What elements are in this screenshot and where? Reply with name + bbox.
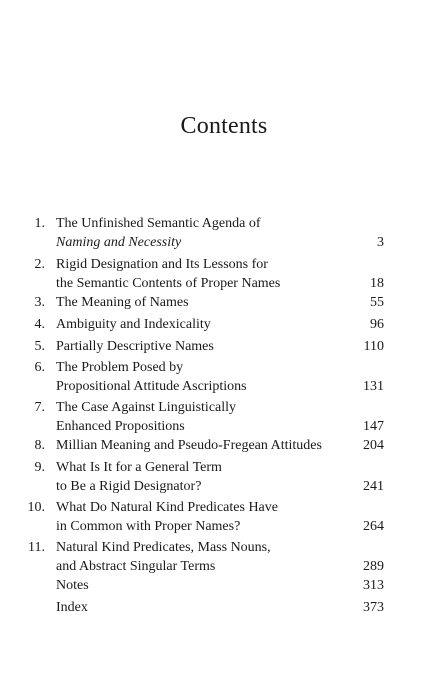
toc-entry-title-line1: The Case Against Linguistically bbox=[56, 400, 237, 415]
toc-entry-5 bbox=[0, 337, 448, 356]
toc-entry-number: 1. bbox=[34, 216, 45, 231]
toc-entry-title-line1: What Is It for a General Term bbox=[56, 460, 222, 475]
toc-entry-page: 313 bbox=[363, 578, 384, 593]
toc-entry-10 bbox=[0, 498, 448, 536]
toc-entry-3 bbox=[0, 293, 448, 312]
toc-entry-number: 2. bbox=[34, 257, 45, 272]
toc-entry-title-line1: What Do Natural Kind Predicates Have bbox=[56, 500, 278, 515]
toc-entry-number: 8. bbox=[34, 438, 45, 453]
toc-entry-number: 7. bbox=[34, 400, 45, 415]
toc-entry-index bbox=[0, 598, 448, 617]
toc-entry-9 bbox=[0, 458, 448, 496]
toc-entry-title-line1: The Problem Posed by bbox=[56, 360, 184, 375]
toc-entry-title: Index bbox=[56, 600, 88, 615]
toc-entry-title: Millian Meaning and Pseudo-Fregean Attitudes bbox=[56, 438, 322, 453]
toc-entry-title: Partially Descriptive Names bbox=[56, 339, 214, 354]
toc-entry-page: 373 bbox=[363, 600, 384, 615]
toc-entry-page: 131 bbox=[363, 379, 384, 394]
toc-entry-6 bbox=[0, 358, 448, 396]
toc-entry-title-line2: Propositional Attitude Ascriptions bbox=[56, 379, 247, 394]
toc-entry-page: 110 bbox=[363, 339, 384, 354]
toc-entry-number: 3. bbox=[34, 295, 45, 310]
toc-entry-page: 3 bbox=[377, 235, 384, 250]
toc-entry-1 bbox=[0, 214, 448, 252]
toc-entry-number: 4. bbox=[34, 317, 45, 332]
toc-entry-title-line2: Naming and Necessity bbox=[56, 235, 182, 250]
toc-entry-title-line2: and Abstract Singular Terms bbox=[56, 559, 216, 574]
toc-entry-title: Ambiguity and Indexicality bbox=[56, 317, 211, 332]
toc-entry-8 bbox=[0, 436, 448, 455]
toc-entry-4 bbox=[0, 315, 448, 334]
toc-entry-number: 11. bbox=[28, 540, 45, 555]
toc-entry-notes bbox=[0, 576, 448, 595]
page-title: Contents bbox=[180, 113, 268, 139]
toc-entry-7 bbox=[0, 398, 448, 436]
toc-entry-title-line2: Enhanced Propositions bbox=[56, 419, 185, 434]
toc-entry-title: The Meaning of Names bbox=[56, 295, 189, 310]
toc-entry-number: 9. bbox=[34, 460, 45, 475]
toc-entry-2 bbox=[0, 255, 448, 293]
toc-entry-page: 204 bbox=[363, 438, 384, 453]
toc-entry-title-line1: Rigid Designation and Its Lessons for bbox=[56, 257, 268, 272]
toc-entry-page: 147 bbox=[363, 419, 384, 434]
toc-entry-11 bbox=[0, 538, 448, 576]
toc-entry-number: 10. bbox=[27, 500, 45, 515]
toc-entry-title-line2: to Be a Rigid Designator? bbox=[56, 479, 202, 494]
toc-entry-page: 289 bbox=[363, 559, 384, 574]
toc-entry-page: 241 bbox=[363, 479, 384, 494]
toc-entry-title: Notes bbox=[56, 578, 89, 593]
toc-entry-page: 96 bbox=[370, 317, 384, 332]
toc-entry-title-line2: the Semantic Contents of Proper Names bbox=[56, 276, 281, 291]
toc-entry-title-line1: Natural Kind Predicates, Mass Nouns, bbox=[56, 540, 271, 555]
toc-entry-page: 18 bbox=[370, 276, 384, 291]
toc-entry-title-line2: in Common with Proper Names? bbox=[56, 519, 241, 534]
toc-entry-page: 264 bbox=[363, 519, 384, 534]
toc-entry-number: 6. bbox=[34, 360, 45, 375]
toc-entry-title-line1: The Unfinished Semantic Agenda of bbox=[56, 216, 261, 231]
toc-entry-number: 5. bbox=[34, 339, 45, 354]
toc-entry-page: 55 bbox=[370, 295, 384, 310]
